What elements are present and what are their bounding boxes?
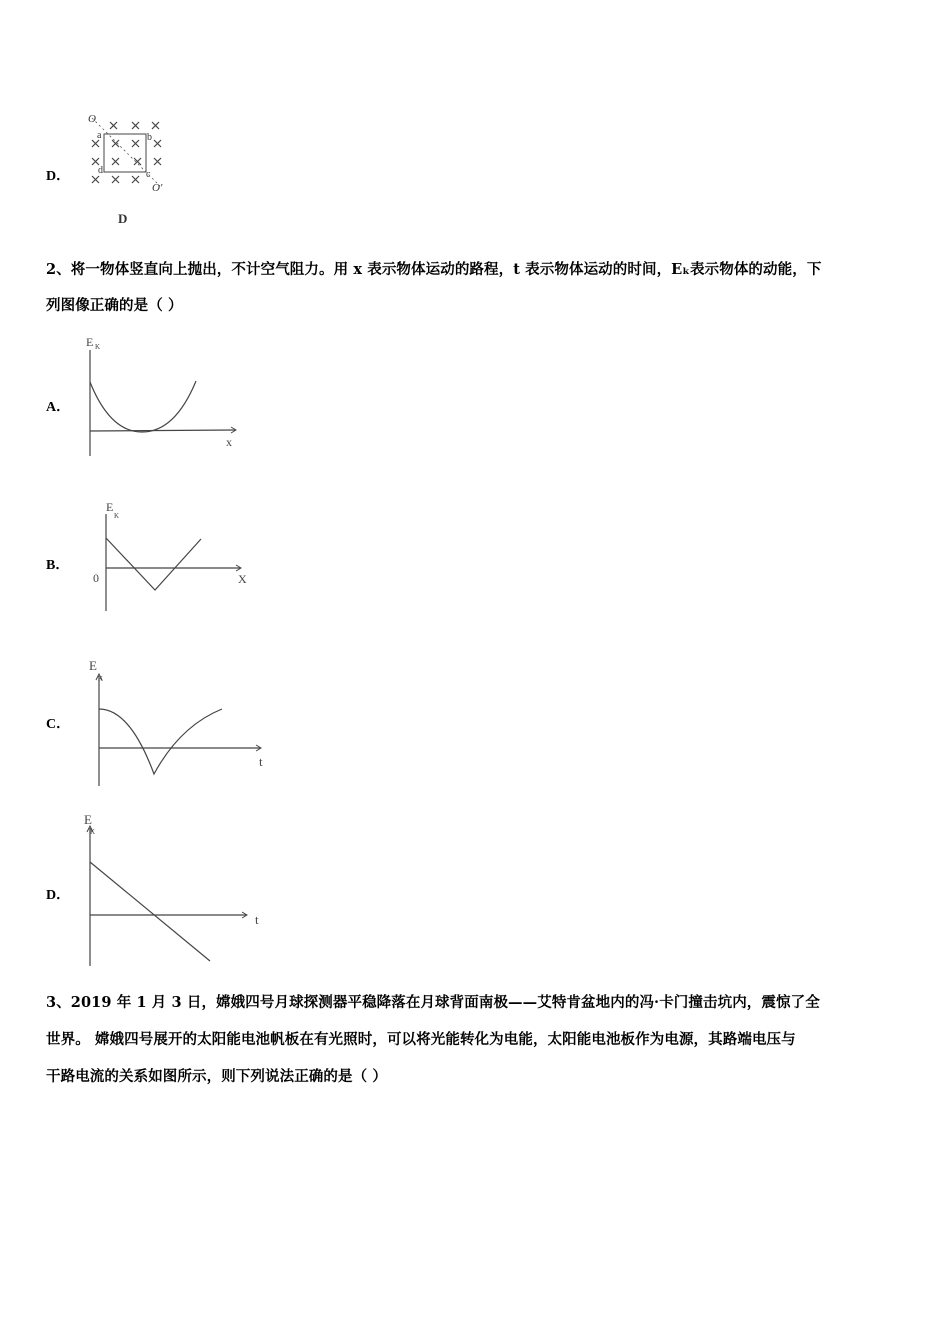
axis-y-label-d: E [84,812,92,827]
curve-b [106,538,201,590]
graph-a [80,332,250,462]
axis-y-label-a: E [86,335,94,349]
graph-d [78,806,273,966]
label-d: d [98,165,103,176]
curve-d [90,862,210,961]
axis-x-label-a: x [226,435,232,449]
q2-stem [46,252,908,324]
label-a: a [97,130,102,141]
q2-line1: 2、将一物体竖直向上抛出，不计空气阻力。用 x 表示物体运动的路程，t 表示物体运动的时间，Eₖ表示物体的动能，下 [46,261,822,278]
graph-b [88,496,258,616]
q2-option-a-label: A． [46,400,71,415]
label-c: c [146,169,151,180]
figure-caption: D [118,211,128,226]
axis-y-sub-b: K [114,512,120,520]
axis-y-label-b: E [106,500,114,514]
q2-option-d-label: D． [46,888,71,903]
q3-stem [46,984,908,1095]
axis-y-sub-a: K [95,343,101,351]
q2-option-c-label: C． [46,717,71,732]
coil-frame [104,134,146,172]
axis-x-label-b: X [238,572,247,586]
q3-line3: 干路电流的关系如图所示，则下列说法正确的是（ ） [46,1068,387,1085]
label-o-top: O [88,113,96,125]
label-o-bottom: O′ [152,182,163,194]
q2-line2: 列图像正确的是（ ） [46,297,183,314]
origin-label-b: 0 [93,571,99,585]
axis-x-label-c: t [259,754,263,769]
q2-option-b-label: B． [46,558,70,573]
axis-y-sub-d: K [90,828,96,836]
q1-option-d-label: D． [46,169,71,184]
graph-c [85,654,275,789]
q3-line2: 世界。 嫦娥四号展开的太阳能电池帆板在有光照时，可以将光能转化为电能，太阳能电池板作为电源，其路端电压与 [46,1031,796,1048]
magnetic-field-figure [82,110,182,195]
axis-y-label-c: E [89,658,97,673]
q3-line1: 3、2019 年 1 月 3 日，嫦娥四号月球探测器平稳降落在月球背面南极——艾特肯盆地内的冯·卡门撞击坑内，震惊了全 [46,994,820,1011]
axis-x-label-d: t [255,912,259,927]
axis-y-sub-c: K [98,675,104,683]
label-b: b [147,132,152,143]
curve-c [99,709,222,774]
curve-a [90,381,196,432]
